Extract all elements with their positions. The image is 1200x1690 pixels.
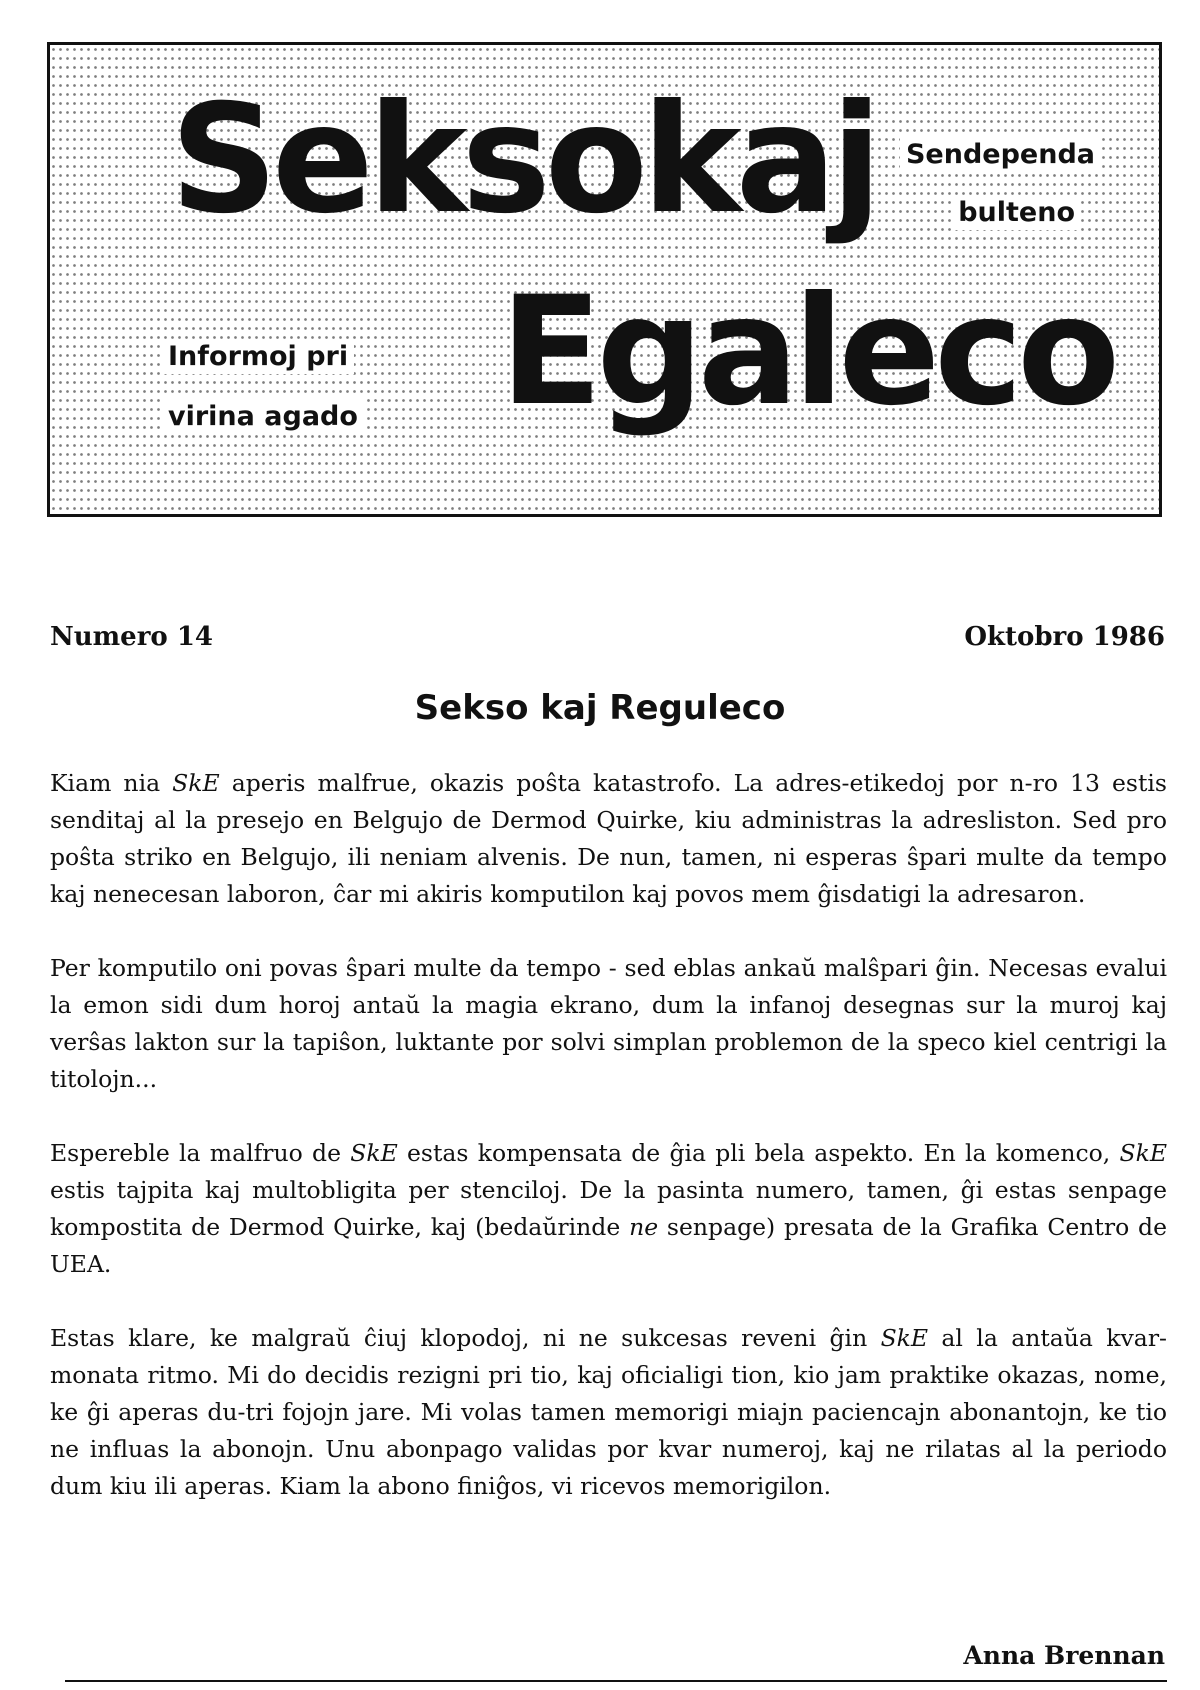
tagline-virina-agado: virina agado bbox=[162, 399, 364, 434]
bottom-rule bbox=[65, 1680, 1167, 1682]
tagline-sendependa: Sendependa bbox=[900, 137, 1101, 172]
paragraph-3: Espereble la malfruo de SkE estas kompensata de ĝia pli bela aspekto. En la komenco, SkE estis tajpita kaj multobligita per stenciloj. De la pasinta numero, tamen, ĝi estas senpage kompostita de Dermod Quirke, kaj (bedaŭrinde ne senpage) presata de la Grafika Centro de UEA. bbox=[50, 1139, 1167, 1278]
masthead bbox=[47, 42, 1162, 517]
tagline-bulteno: bulteno bbox=[952, 195, 1081, 230]
issue-number: Numero 14 bbox=[50, 622, 213, 652]
article-body bbox=[50, 765, 1167, 1505]
tagline-informoj-pri: Informoj pri bbox=[162, 339, 354, 374]
masthead-title-seksokaj: Seksokaj bbox=[170, 73, 877, 247]
issue-date: Oktobro 1986 bbox=[964, 622, 1165, 652]
paragraph-1: Kiam nia SkE aperis malfrue, okazis poŝta katastrofo. La adres-etikedoj por n-ro 13 estis senditaj al la presejo en Belgujo de Dermod Quirke, kiu administras la adresliston. Sed pro poŝta striko en Belgujo, ili neniam alvenis. De nun, tamen, ni esperas ŝpari multe da tempo kaj nenecesan laboron, ĉar mi akiris komputilon kaj povos mem ĝisdatigi la adresaron. bbox=[50, 769, 1167, 908]
paragraph-2: Per komputilo oni povas ŝpari multe da tempo - sed eblas ankaŭ malŝpari ĝin. Necesas evalui la emon sidi dum horoj antaŭ la magia ekrano, dum la infanoj desegnas sur la muroj kaj verŝas lakton sur la tapiŝon, luktante por solvi simplan problemon de la speco kiel centrigi la titolojn... bbox=[50, 954, 1167, 1093]
masthead-title-egaleco: Egaleco bbox=[500, 265, 1115, 439]
article-author: Anna Brennan bbox=[963, 1641, 1165, 1670]
article-headline: Sekso kaj Reguleco bbox=[414, 688, 786, 728]
paragraph-4: Estas klare, ke malgraŭ ĉiuj klopodoj, ni ne sukcesas reveni ĝin SkE al la antaŭa kvar-monata ritmo. Mi do decidis rezigni pri tio, kaj oficialigi tion, kio jam praktike okazas, nome, ke ĝi aperas du-tri fojojn jare. Mi volas tamen memorigi miajn paciencajn abonantojn, ke tio ne influas la abonojn. Unu abonpago validas por kvar numeroj, kaj ne rilatas al la periodo dum kiu ili aperas. Kiam la abono finiĝos, vi ricevos memorigilon. bbox=[50, 1324, 1167, 1500]
